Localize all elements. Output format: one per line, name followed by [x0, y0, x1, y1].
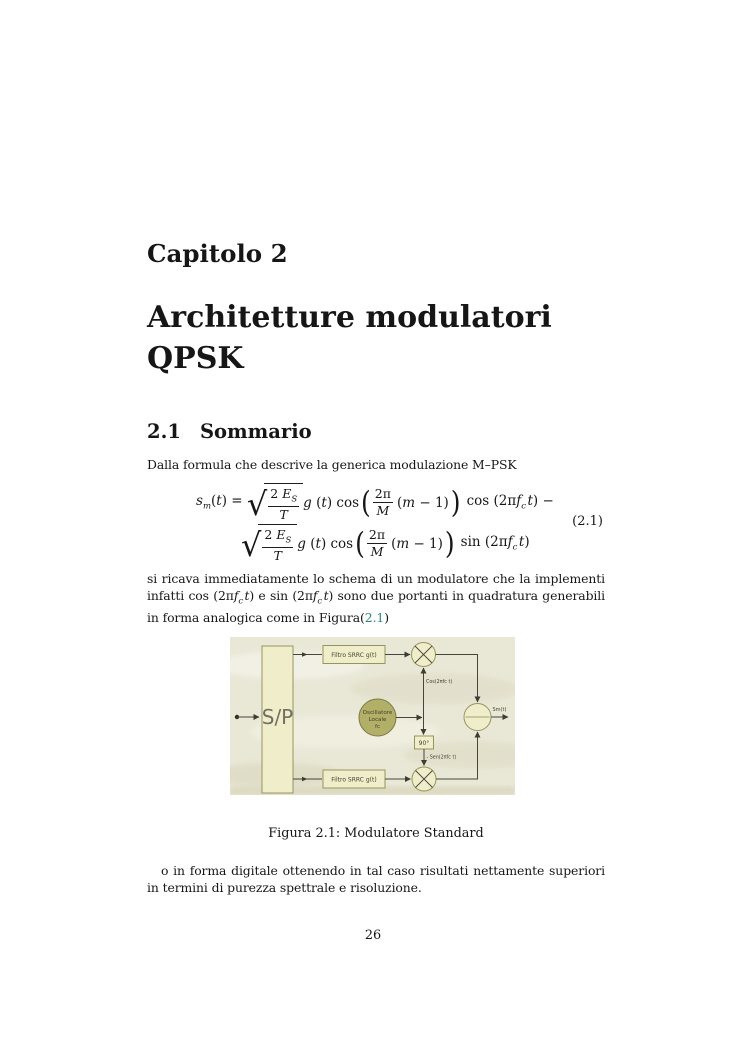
sqrt-radical: √ $\frac{2 E_S}{T}$: [247, 483, 303, 522]
eq-arg: (m − 1): [391, 535, 443, 552]
phase-shift-label: 90°: [418, 740, 430, 747]
serial-parallel-label: S/P: [261, 705, 294, 729]
big-paren-close: ): [450, 485, 461, 520]
srrc-filter-top-label: Filtro SRRC g(t): [331, 652, 377, 659]
radical-sign: √: [241, 526, 262, 565]
inner-fraction: $\frac{2\pi}{M}$: [374, 486, 391, 518]
equation-line-2: [241, 523, 605, 564]
big-paren-open: (: [361, 485, 371, 520]
section-number: 2.1: [147, 420, 181, 443]
radical-sign: √: [246, 485, 268, 524]
modulator-diagram-svg: [230, 637, 515, 795]
chapter-title-line-2: QPSK: [147, 341, 244, 376]
eq-lhs: $s_m(t)$ =: [196, 493, 247, 512]
summation-icon: [464, 704, 491, 731]
eq-tail: $\sin (2\pi f_c$ t): [460, 534, 530, 553]
equation-line-1: [196, 482, 605, 523]
big-paren-open: (: [355, 526, 365, 561]
mixer-bottom-icon: [412, 767, 436, 791]
body-paragraph: [147, 571, 605, 626]
sqrt-radical: √ $\frac{2 E_S}{T}$: [241, 524, 297, 563]
chapter-label: Capitolo 2: [147, 239, 288, 268]
closing-line-2: in termini di purezza spettrale e risoluzione.: [147, 879, 422, 895]
oscillator-label-line-1: Oscillatore: [362, 710, 393, 716]
equation-block: [147, 482, 605, 564]
body-line-1: si ricava immediatamente lo schema di un modulatore che la implementi: [147, 571, 605, 586]
mixer-top-icon: [412, 643, 436, 667]
section-heading: [147, 420, 312, 443]
page-number: 26: [364, 928, 382, 943]
oscillator-label-line-2: Locale: [368, 717, 387, 723]
oscillator-label-line-3: fc: [374, 724, 381, 730]
output-signal-label: Sm(t): [492, 707, 507, 713]
srrc-filter-bottom-label: Filtro SRRC g(t): [331, 776, 377, 784]
closing-line-1: o in forma digitale ottenendo in tal caso risultati nettamente superiori: [161, 863, 605, 878]
eq-tail: $\cos (2\pi f_c$ t) −: [466, 493, 554, 512]
body-line-3: in forma analogica come in Figura(2.1): [147, 609, 389, 625]
inner-fraction: $\frac{2\pi}{M}$: [368, 527, 386, 559]
cos-carrier-label: Cos(2πfc t): [426, 680, 453, 685]
closing-paragraph: [147, 863, 605, 896]
big-paren-close: ): [444, 526, 455, 561]
figure-caption: Figura 2.1: Modulatore Standard: [268, 826, 484, 841]
section-title: Sommario: [199, 420, 312, 443]
intro-paragraph: Dalla formula che descrive la generica modulazione M–PSK: [147, 457, 517, 472]
eq-arg: (m − 1): [396, 494, 449, 511]
equation-number: (2.1): [572, 514, 603, 529]
eq-gt-cos: g (t) cos: [303, 494, 360, 511]
chapter-title: [147, 297, 552, 379]
chapter-title-line-1: Architetture modulatori: [147, 300, 552, 335]
body-line-2: infatti $\cos (2\pi f_c$ t) e $\sin (2\pi f_c$ t) sono due portanti in quadratura generabili: [147, 587, 606, 607]
eq-gt-cos: g (t) cos: [297, 535, 354, 552]
sin-carrier-label: - Sen(2πfc t): [426, 755, 457, 761]
figure-reference-link[interactable]: 2.1: [364, 609, 385, 625]
figure-modulator-diagram: [230, 637, 515, 795]
